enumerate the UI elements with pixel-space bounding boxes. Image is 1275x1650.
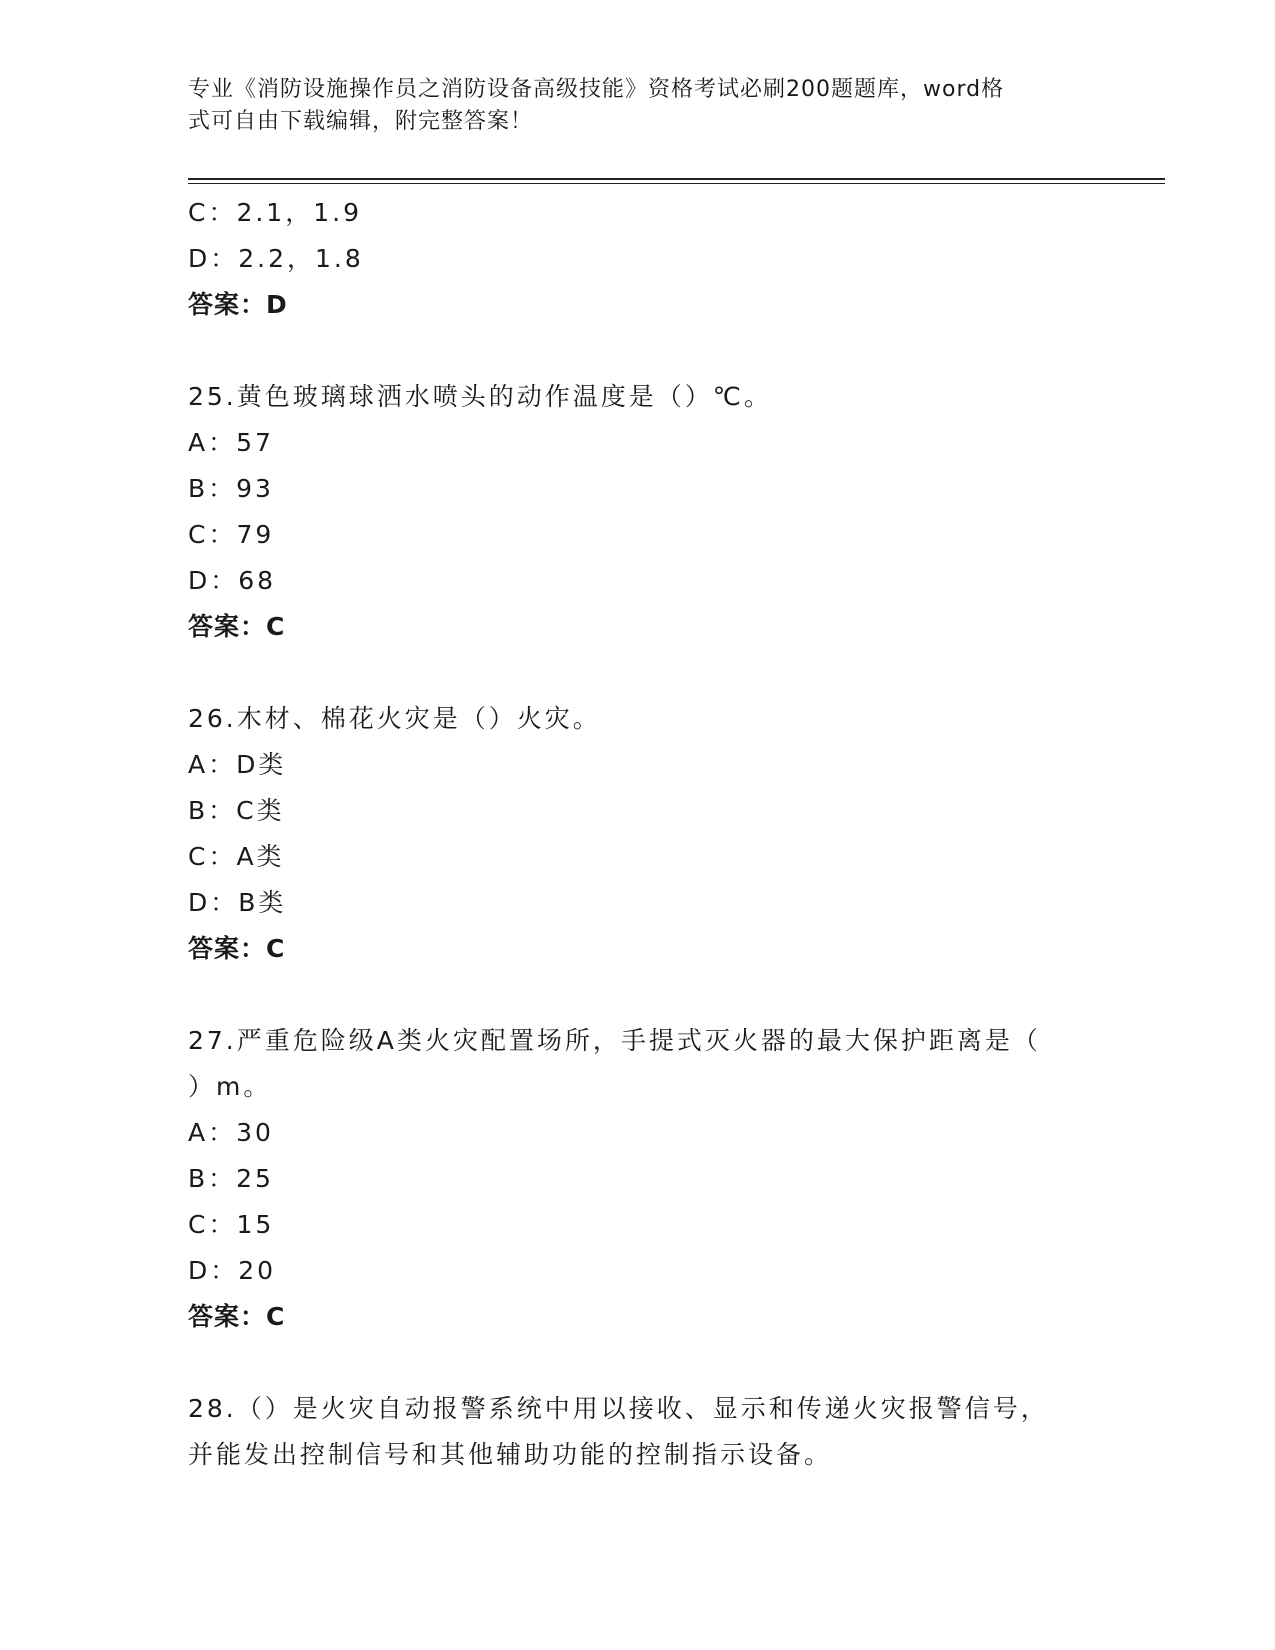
question-27 (188, 1018, 1088, 1340)
option-c: C：2.1，1.9 (188, 198, 362, 227)
option-d: D：68 (188, 566, 277, 595)
option-a: A：30 (188, 1118, 274, 1147)
header-line-1: 专业《消防设施操作员之消防设备高级技能》资格考试必刷200题题库，word格 (188, 77, 1005, 102)
option-b: B：25 (188, 1164, 274, 1193)
option-d: D：2.2，1.8 (188, 244, 364, 273)
option-c: C：15 (188, 1210, 275, 1239)
question-text-line-2: 并能发出控制信号和其他辅助功能的控制指示设备。 (188, 1440, 833, 1469)
answer: 答案：C (188, 612, 286, 641)
question-text: 26.木材、棉花火灾是（）火灾。 (188, 704, 601, 733)
option-c: C：79 (188, 520, 275, 549)
option-d: D：20 (188, 1256, 277, 1285)
question-28 (188, 1386, 1088, 1478)
header-line-2: 式可自由下载编辑，附完整答案！ (188, 109, 534, 134)
question-text-line-1: 27.严重危险级A类火灾配置场所，手提式灭火器的最大保护距离是（ (188, 1026, 1041, 1055)
option-b: B：93 (188, 474, 274, 503)
header-divider-thin (188, 183, 1165, 184)
option-c: C：A类 (188, 842, 285, 871)
option-a: A：57 (188, 428, 274, 457)
question-26 (188, 696, 1088, 972)
question-25 (188, 374, 1088, 650)
question-text-line-1: 28.（）是火灾自动报警系统中用以接收、显示和传递火灾报警信号， (188, 1394, 1049, 1423)
answer: 答案：C (188, 934, 286, 963)
option-a: A：D类 (188, 750, 287, 779)
question-text-line-2: ）m。 (188, 1072, 272, 1101)
question-list (188, 190, 1088, 1478)
question-text: 25.黄色玻璃球洒水喷头的动作温度是（）℃。 (188, 382, 772, 411)
prev-question-block (188, 190, 1088, 328)
option-b: B：C类 (188, 796, 285, 825)
answer: 答案：D (188, 290, 288, 319)
answer: 答案：C (188, 1302, 286, 1331)
document-header (188, 74, 1088, 138)
header-divider-thick (188, 178, 1165, 180)
option-d: D：B类 (188, 888, 287, 917)
